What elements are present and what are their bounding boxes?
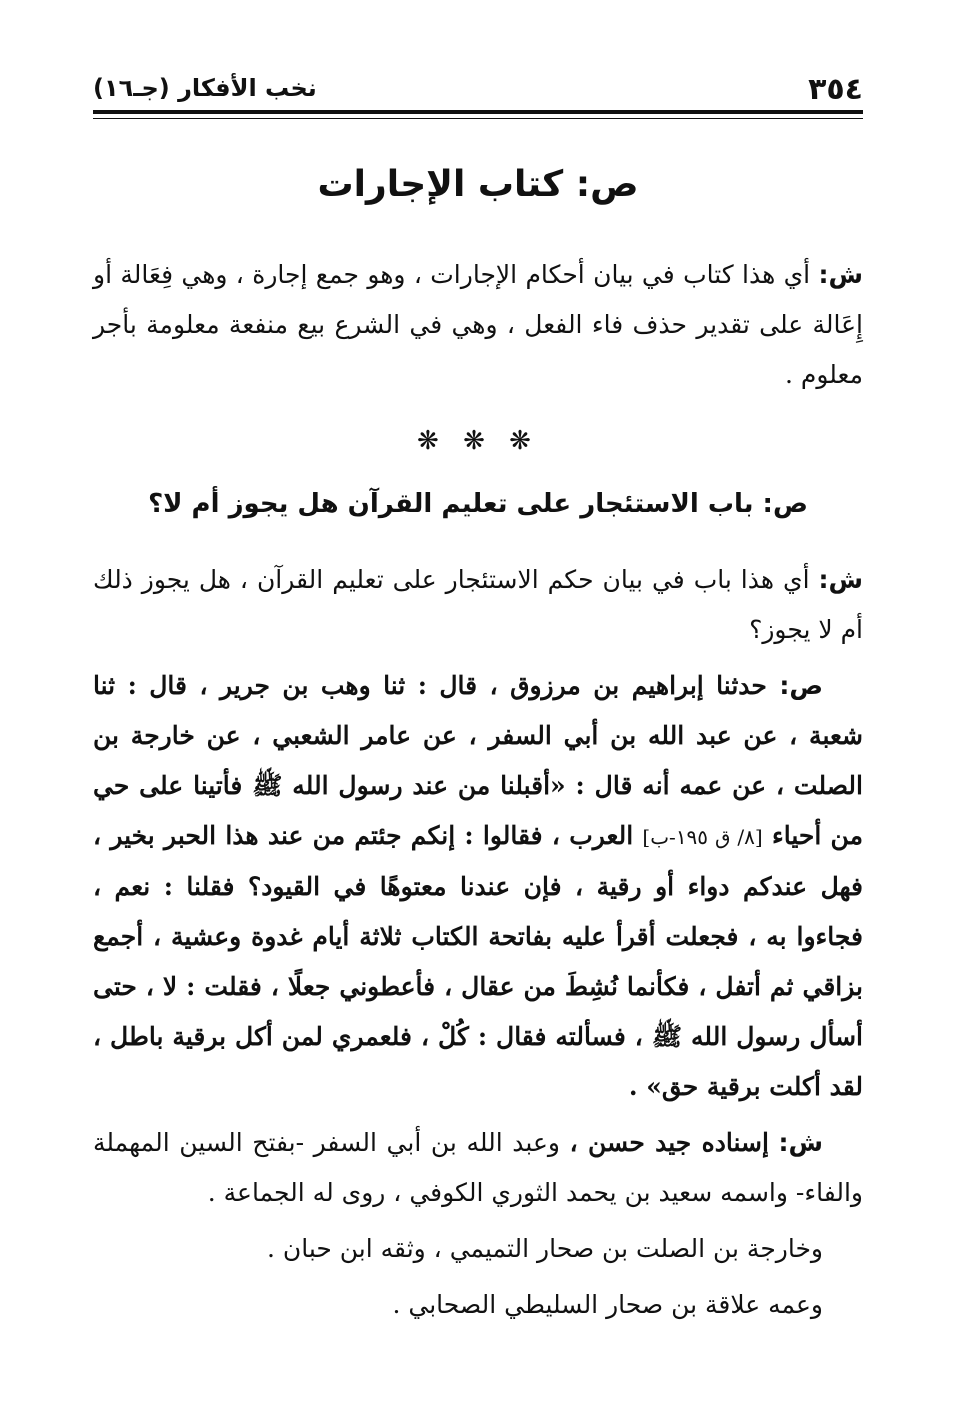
- commentary-marker: ش:: [778, 1127, 824, 1157]
- folio-reference: [٨/ ق ١٩٥-ب]: [642, 824, 763, 849]
- commentary-text: أي هذا كتاب في بيان أحكام الإجارات ، وهو جمع إجارة ، وهي فِعَالة أو إِعَالة على تقدير حذف فاء الفعل ، وهي في الشرع بيع منفعة معلومة بأجر معلوم .: [93, 260, 863, 390]
- chapter-title: [93, 160, 863, 210]
- narrator-note-2: وعمه علاقة بن صحار السليطي الصحابي .: [392, 1289, 823, 1319]
- chapter-marker: ص:: [575, 164, 639, 205]
- header-rule-thick: [93, 110, 863, 114]
- commentary-marker: ش:: [818, 260, 863, 290]
- commentary-marker: ش:: [818, 564, 863, 594]
- hadith-text-before-folio: حدثنا إبراهيم بن مرزوق ، قال : ثنا وهب بن جرير ، قال : ثنا شعبة ، عن عبد الله بن أبي السفر ، عن عامر الشعبي ، عن خارجة بن الصلت ، عن عمه أنه قال : «أقبلنا من عند رسول الله ﷺ فأتينا على حي من أحياء: [93, 670, 863, 850]
- hadith-marker: ص:: [779, 670, 823, 700]
- hadith-text-after-folio: العرب ، فقالوا : إنكم جئتم من عند هذا الحبر بخير ، فهل عندكم دواء أو رقية ، فإن عندنا معتوهًا في القيود؟ فقلنا : نعم ، فجاءوا به ، فجعلت أقرأ عليه بفاتحة الكتاب ثلاثة أيام غدوة وعشية ، أجمع بزاقي ثم أتفل ، فكأنما نُشِطَ من عقال ، فأعطوني جعلًا ، فقلت : لا ، حتى أسأل رسول الله ﷺ ، فسألته فقال : كُلْ ، فلعمري لمن أكل برقية باطل ، لقد أكلت برقية حق» .: [93, 820, 863, 1101]
- chapter-title-text: كتاب الإجارات: [317, 164, 564, 205]
- section-title: [93, 486, 863, 522]
- commentary-paragraph-2: [93, 555, 863, 655]
- header-rule-thin: [93, 118, 863, 119]
- hadith-paragraph: [93, 661, 863, 1112]
- isnad-grading: إسناده جيد حسن ،: [569, 1127, 769, 1157]
- commentary-text: وعبد الله بن أبي السفر -بفتح السين المهملة والفاء- واسمه سعيد بن يحمد الثوري الكوفي ، روى له الجماعة .: [93, 1127, 863, 1207]
- section-title-text: باب الاستئجار على تعليم القرآن هل يجوز أم لا؟: [148, 489, 754, 520]
- narrator-note-1: وخارجة بن الصلت بن صحار التميمي ، وثقه ابن حبان .: [266, 1233, 823, 1263]
- page-header: [93, 68, 863, 108]
- running-title: نخب الأفكار (جـ١٦): [93, 74, 317, 102]
- page-content: [93, 160, 863, 1336]
- commentary-text: أي هذا باب في بيان حكم الاستئجار على تعليم القرآن ، هل يجوز ذلك أم لا يجوز؟: [93, 564, 863, 644]
- commentary-paragraph-1: [93, 250, 863, 400]
- commentary-paragraph-3: [93, 1118, 863, 1218]
- section-marker: ص:: [762, 489, 808, 520]
- section-separator: ❋ ❋ ❋: [417, 426, 539, 457]
- page-number: ٣٥٤: [808, 72, 863, 107]
